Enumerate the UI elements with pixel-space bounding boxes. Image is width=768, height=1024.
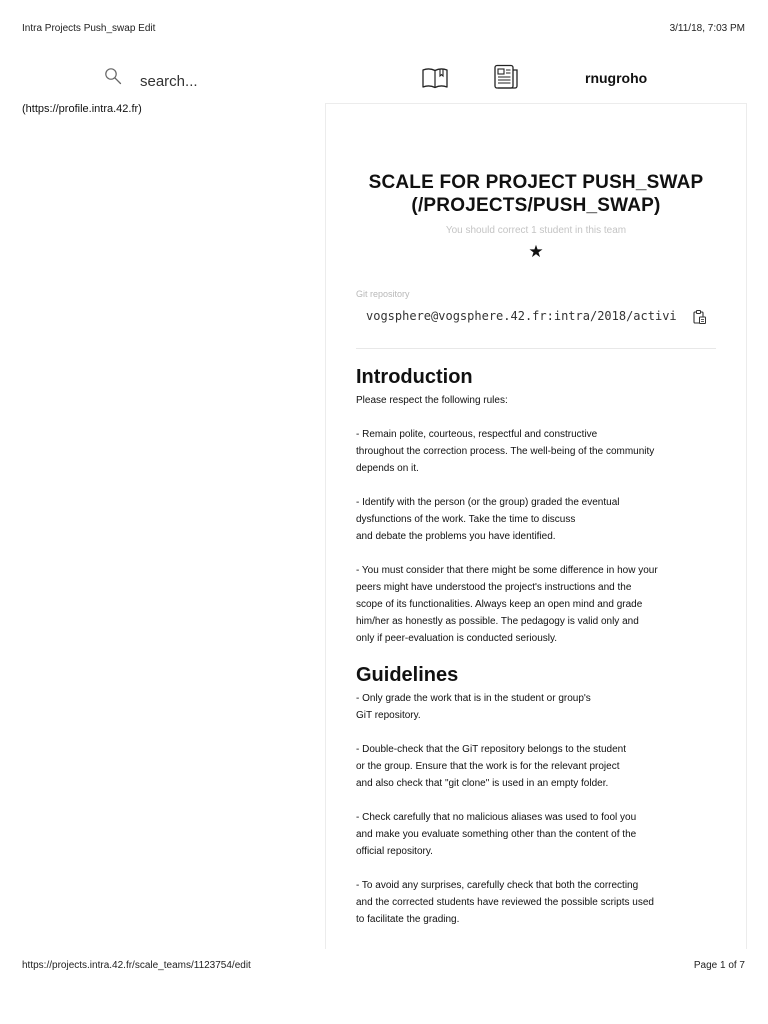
print-header-datetime: 3/11/18, 7:03 PM	[669, 23, 745, 34]
introduction-paragraph-3: - You must consider that there might be some difference in how your peers might have understood the project's instructions and the scope of its functionalities. Always keep an open mind and grade him/her as honestly as possible. The pedagogy is valid only and only if peer-evaluation is conducted seriously.	[356, 565, 658, 644]
scale-title-line1: SCALE FOR PROJECT PUSH_SWAP	[368, 172, 704, 193]
print-header-title: Intra Projects Push_swap Edit	[22, 23, 156, 34]
introduction-text	[356, 392, 716, 664]
book-icon[interactable]	[421, 66, 449, 90]
divider	[356, 348, 716, 349]
print-footer-page: Page 1 of 7	[693, 960, 745, 971]
search-icon[interactable]	[104, 67, 122, 85]
print-footer-url: https://projects.intra.42.fr/scale_teams/1123754/edit	[22, 960, 251, 971]
introduction-paragraph-2: - Identify with the person (or the group) graded the eventual dysfunctions of the work. Take the time to discuss and debate the problems you have identified.	[356, 497, 620, 542]
guidelines-paragraph-2: - Check carefully that no malicious aliases was used to fool you and make you evaluate something other than the content of the official repository.	[356, 812, 637, 857]
scale-panel	[325, 103, 747, 949]
search-input[interactable]	[140, 70, 340, 92]
star-icon: ★	[528, 242, 544, 261]
guidelines-paragraph-1: - Double-check that the GiT repository belongs to the student or the group. Ensure that the work is for the relevant project and also check that "git clone" is used in an empty folder.	[356, 744, 626, 789]
introduction-heading: Introduction	[356, 366, 473, 388]
correct-note: You should correct 1 student in this team	[445, 225, 627, 236]
guidelines-heading: Guidelines	[356, 664, 459, 686]
username[interactable]: rnugroho	[585, 70, 648, 86]
guidelines-paragraph-0: - Only grade the work that is in the student or group's GiT repository.	[356, 693, 591, 721]
clipboard-icon[interactable]	[692, 309, 708, 325]
introduction-paragraph-1: - Remain polite, courteous, respectful and constructive throughout the correction process. The well-being of the community depends on it.	[356, 429, 655, 474]
profile-link[interactable]: (https://profile.intra.42.fr)	[22, 103, 142, 115]
git-repository-label: Git repository	[356, 289, 410, 299]
scale-title	[326, 171, 746, 217]
introduction-paragraph-0: Please respect the following rules:	[356, 395, 508, 406]
newspaper-icon[interactable]	[492, 63, 520, 91]
git-repository-url[interactable]: vogsphere@vogsphere.42.fr:intra/2018/activi	[366, 309, 677, 323]
guidelines-paragraph-3: - To avoid any surprises, carefully check that both the correcting and the corrected students have reviewed the possible scripts used to facilitate the grading.	[356, 880, 654, 925]
scale-title-link[interactable]: (/PROJECTS/PUSH_SWAP)	[411, 195, 661, 216]
guidelines-text	[356, 690, 716, 945]
